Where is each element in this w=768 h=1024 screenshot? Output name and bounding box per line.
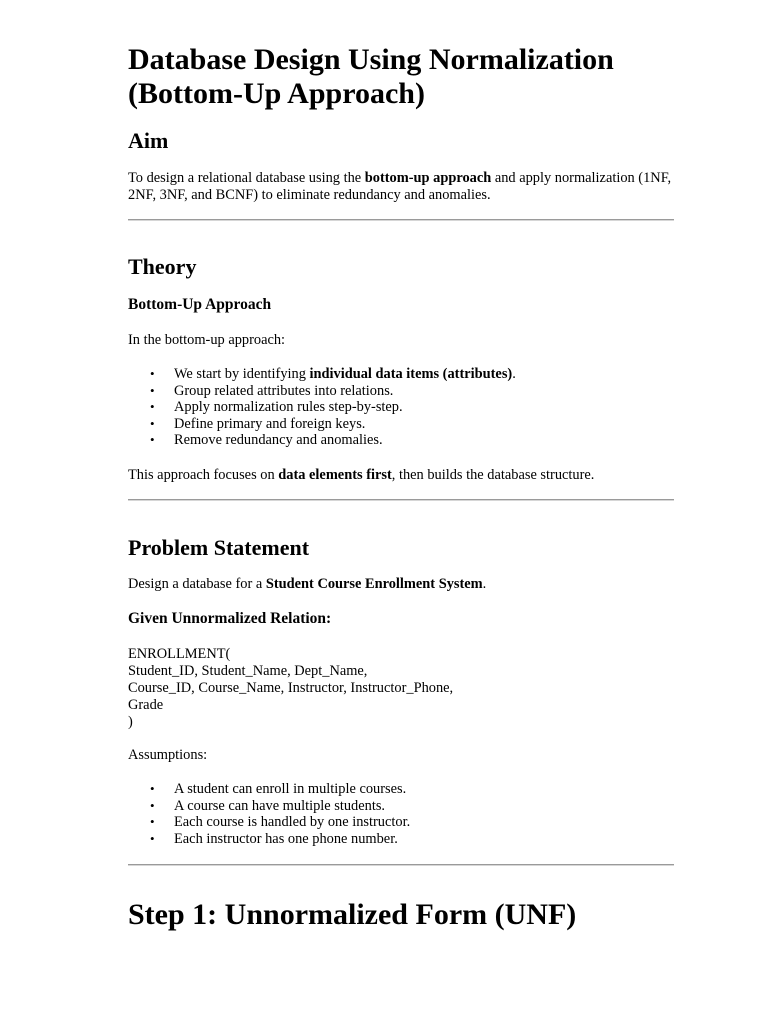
- relation-line: ): [128, 714, 133, 730]
- aim-heading: Aim: [128, 128, 169, 153]
- aim-text: [128, 170, 676, 204]
- aim-text-post: and apply normalization (1NF, 2NF, 3NF, and BCNF) to eliminate redundancy and anomalies.: [128, 170, 672, 203]
- list-item-bold: individual data items (attributes): [309, 366, 513, 382]
- divider: [128, 499, 674, 501]
- list-item-text: Group related attributes into relations.: [174, 382, 394, 399]
- list-item: • Each course is handled by one instructor.: [174, 814, 410, 831]
- relation-line: Grade: [128, 697, 164, 713]
- list-item: • Each instructor has one phone number.: [174, 831, 410, 848]
- relation-line: ENROLLMENT(: [128, 646, 231, 662]
- theory-bullet-list: [128, 366, 516, 449]
- assumptions-list: [128, 781, 410, 847]
- problem-heading: Problem Statement: [128, 535, 310, 560]
- list-item-text: Apply normalization rules step-by-step.: [174, 399, 403, 415]
- aim-text-bold: bottom-up approach: [364, 170, 492, 186]
- list-item: • A course can have multiple students.: [174, 798, 410, 815]
- relation-line: Student_ID, Student_Name, Dept_Name,: [128, 663, 368, 679]
- problem-text-pre: Design a database for a: [128, 576, 266, 592]
- assumptions-label: Assumptions:: [128, 747, 208, 763]
- problem-text-post: .: [482, 576, 487, 592]
- list-item-text: We start by identifying: [174, 366, 310, 382]
- list-item: [174, 416, 516, 433]
- list-item: [174, 383, 516, 400]
- theory-intro: In the bottom-up approach:: [128, 332, 286, 348]
- bottom-up-subheading: Bottom-Up Approach: [128, 296, 272, 313]
- relation-definition: [128, 646, 453, 731]
- theory-heading: Theory: [128, 254, 197, 279]
- list-item: [174, 399, 516, 416]
- list-item: [174, 432, 516, 449]
- theory-summary-pre: This approach focuses on: [128, 467, 279, 483]
- page-title: Database Design Using Normalization (Bottom-Up Approach): [128, 43, 614, 110]
- relation-line: Course_ID, Course_Name, Instructor, Instructor_Phone,: [128, 680, 454, 696]
- problem-text-bold: Student Course Enrollment System: [265, 576, 483, 592]
- list-item: • A student can enroll in multiple courses.: [174, 781, 410, 798]
- list-item: [174, 366, 516, 383]
- step1-heading: Step 1: Unnormalized Form (UNF): [128, 898, 577, 931]
- divider: [128, 864, 674, 866]
- list-item-post: .: [512, 366, 516, 382]
- theory-summary-bold: data elements first: [278, 467, 392, 483]
- divider: [128, 219, 674, 221]
- theory-summary: [128, 467, 676, 484]
- list-item-text: Remove redundancy and anomalies.: [174, 432, 383, 448]
- problem-text: [128, 576, 676, 593]
- list-item-text: Define primary and foreign keys.: [174, 415, 366, 432]
- theory-summary-post: , then builds the database structure.: [391, 467, 595, 483]
- given-relation-heading: Given Unnormalized Relation:: [128, 610, 332, 627]
- aim-text-pre: To design a relational database using the: [128, 170, 365, 186]
